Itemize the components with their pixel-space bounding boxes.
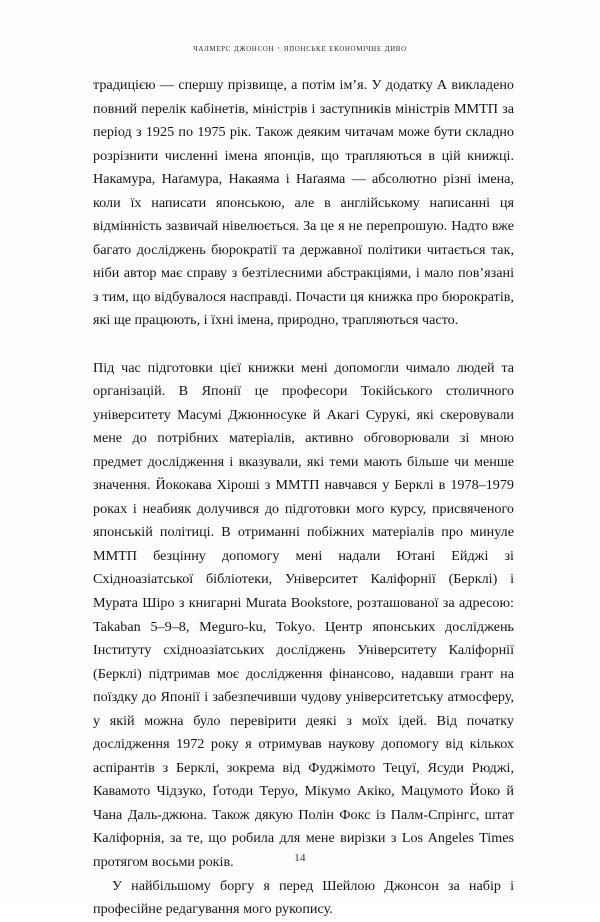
paragraph-sheila-johnson: У найбільшому боргу я перед Шейлою Джонсон за набір і професійне редагування мого рукопису. xyxy=(93,877,514,918)
page-number: 14 xyxy=(294,852,306,864)
paragraph-acknowledgements: Під час підготовки цієї книжки мені допомогли чимало людей та організацій. В Японії це професори Токійського столичного університету Масумі Джюнносуке й Акагі Сурукі, які скеровували мене до потрібних матеріалів, активно обговорювали зі мною предмет дослідження і вказували, які теми мають більше чи менше значення. Йококава Хіроші з ММТП навчався у Берклі в 1978–1979 роках і неабияк долучився до підготовки мого курсу, присвяченого японській політиці. В отриманні побіжних матеріалів про минуле ММТП безцінну допомогу мені надали Ютані Ейджі зі Східноазіатської бібліотеки, Університет Каліфорнії (Берклі) і Мурата Шіро з книгарні Murata Bookstore, розташованої за адресою: Takaban 5–9–8, Meguro-ku, Tokyo. Центр японських досліджень Інституту східноазіатських досліджень Університету Каліфорнії (Берклі) підтримав моє дослідження фінансово, надавши грант на поїздку до Японії і забезпечивши чудову університетську атмосферу, у якій можна було перевірити деякі з моїх ідей. Від початку дослідження 1972 року я отримував наукову допомогу від кількох аспірантів з Берклі, зокрема від Фуджімото Тецуї, Ясуди Рюджі, Кавамото Чідзуко, Ґотоди Теруо, Мікумо Акіко, Мацумото Йоко й Чана Даль-джюна. Також дякую Полін Фокс із Палм-Спрінгс, штат Каліфорнія, за те, що робила для мене вирізки з Los Angeles Times протягом восьми років. xyxy=(93,359,514,870)
body-text-block xyxy=(93,74,514,922)
running-head xyxy=(0,44,600,54)
running-head-text: чалмерс джонсон · японське економічне диво xyxy=(193,44,407,54)
paragraph-names-convention: традицією — спершу прізвище, а потім ім’я. У додатку А викладено повний перелік кабінетів, міністрів і заступників міністрів ММТП за період з 1925 по 1975 рік. Також деяким читачам може бути складно розрізнити численні імена японців, що трапляються в цій книжці. Накамура, Наґамура, Накаяма і Наґаяма — абсолютно різні імена, коли їх написати японською, але в англійському написанні ця відмінність зазвичай нівелюється. За це я не перепрошую. Надто вже багато досліджень бюрократії та державної політики читається так, ніби автор має справу з безтілесними абстракціями, і мало пов’язані з тим, що відбувалося насправді. Почасти ця книжка про бюрократів, які ще працюють, і їхні імена, природно, трапляються часто. xyxy=(93,77,514,329)
